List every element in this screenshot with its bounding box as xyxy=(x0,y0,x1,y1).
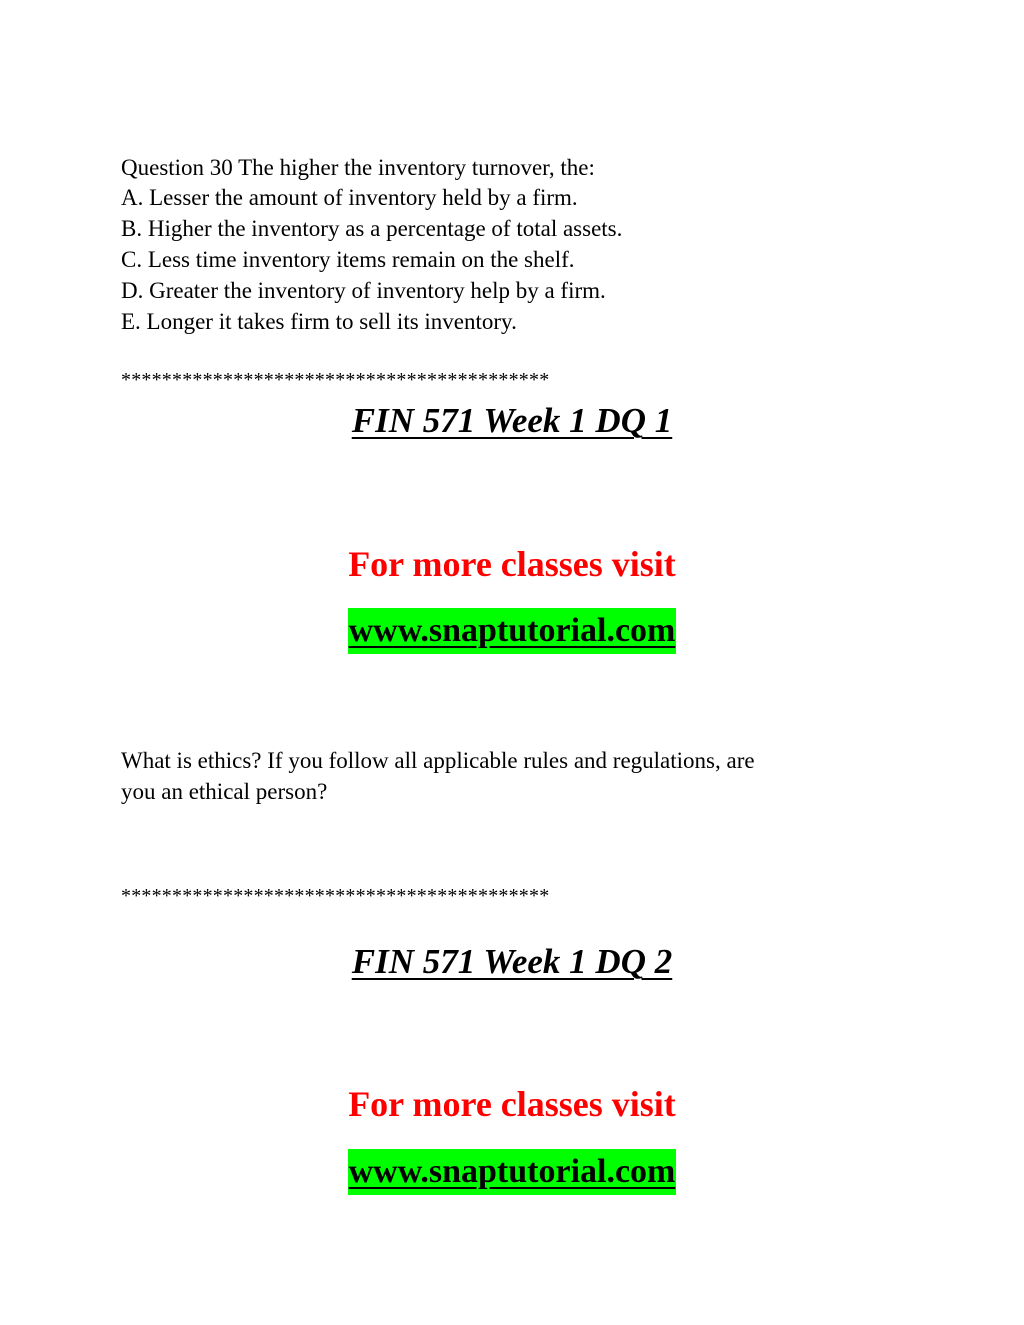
snaptutorial-link-1[interactable]: www.snaptutorial.com xyxy=(348,608,677,654)
section-heading-1: FIN 571 Week 1 DQ 1 xyxy=(351,401,673,440)
section-heading-2: FIN 571 Week 1 DQ 2 xyxy=(351,942,673,981)
option-e: E. Longer it takes firm to sell its inventory. xyxy=(121,309,517,334)
option-d: D. Greater the inventory of inventory help by a firm. xyxy=(121,278,606,303)
question-title: Question 30 The higher the inventory turnover, the: xyxy=(121,155,595,180)
option-a: A. Lesser the amount of inventory held by a firm. xyxy=(121,185,578,210)
snaptutorial-link-2[interactable]: www.snaptutorial.com xyxy=(348,1149,677,1195)
promo-text-1: For more classes visit xyxy=(348,544,676,584)
option-b: B. Higher the inventory as a percentage of total assets. xyxy=(121,216,623,241)
ethics-question-line-1: What is ethics? If you follow all applicable rules and regulations, are xyxy=(121,748,755,773)
separator-1: ****************************************** xyxy=(121,369,550,391)
separator-2: ****************************************** xyxy=(121,885,550,907)
option-c: C. Less time inventory items remain on the shelf. xyxy=(121,247,575,272)
promo-text-2: For more classes visit xyxy=(348,1084,676,1124)
ethics-question-line-2: you an ethical person? xyxy=(121,779,328,804)
